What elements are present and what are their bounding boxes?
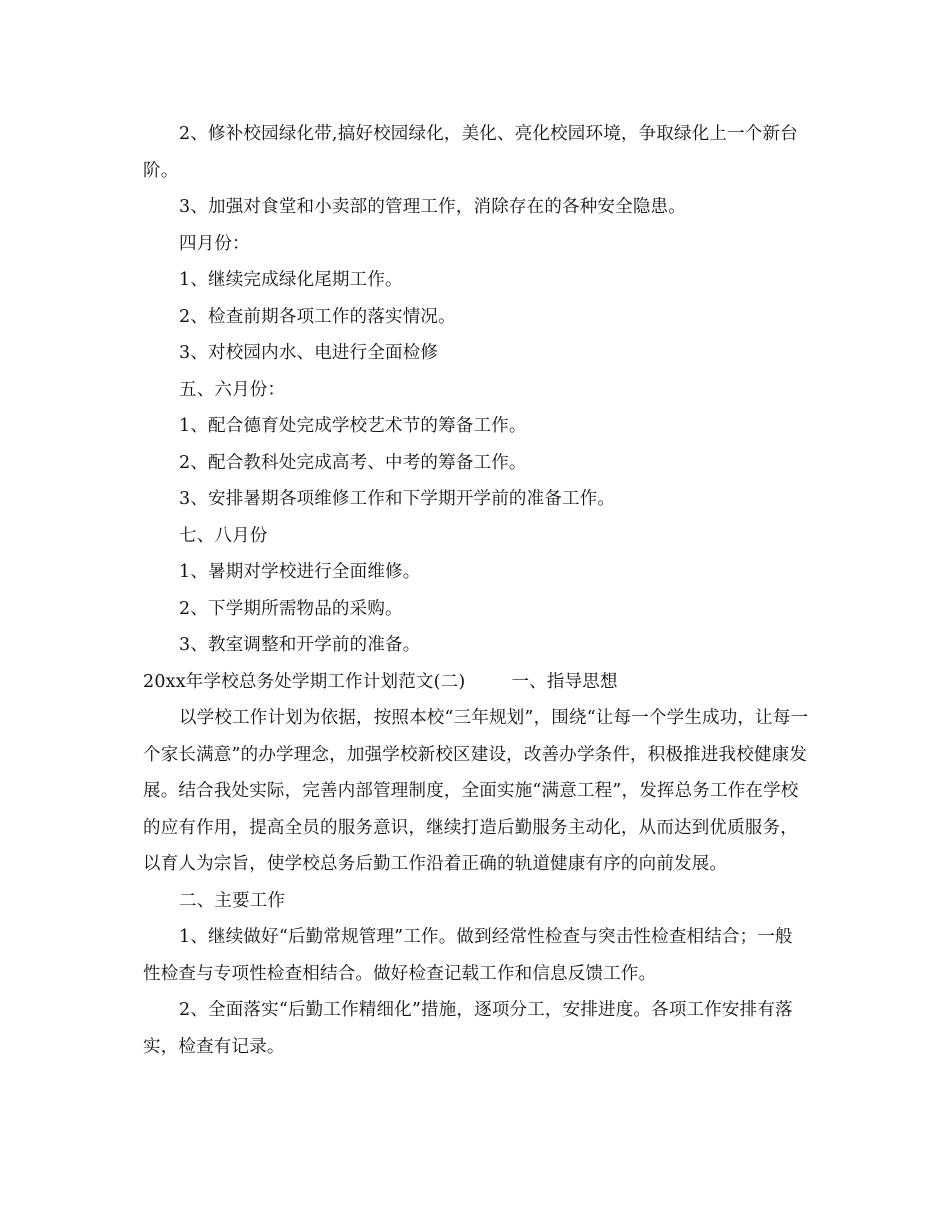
- heading-april: 四月份：: [179, 233, 250, 254]
- section-title: 20xx年学校总务处学期工作计划范文(二) 一、指导思想: [143, 671, 618, 692]
- paragraph-refinement: 2、全面落实“后勤工作精细化”措施，逐项分工，安排进度。各项工作安排有落实，检查有记录。: [143, 1000, 793, 1057]
- paragraph-routine-management: 1、继续做好“后勤常规管理”工作。做到经常性检查与突击性检查相结合；一般性检查与专项性检查相结合。做好检查记载工作和信息反馈工作。: [143, 927, 793, 984]
- heading-may-june: 五、六月份：: [179, 379, 286, 400]
- list-item: 1、配合德育处完成学校艺术节的筹备工作。: [179, 416, 527, 436]
- list-item: 2、检查前期各项工作的落实情况。: [179, 306, 456, 327]
- list-item: 1、暑期对学校进行全面维修。: [179, 562, 421, 582]
- list-item: 1、继续完成绿化尾期工作。: [179, 270, 403, 290]
- list-item: 2、配合教科处完成高考、中考的筹备工作。: [179, 452, 527, 473]
- heading-july-august: 七、八月份: [179, 525, 268, 546]
- paragraph-canteen: 3、加强对食堂和小卖部的管理工作，消除存在的各种安全隐患。: [179, 197, 686, 217]
- list-item: 3、安排暑期各项维修工作和下学期开学前的准备工作。: [179, 489, 616, 509]
- list-item: 3、教室调整和开学前的准备。: [179, 635, 421, 655]
- heading-main-work: 二、主要工作: [179, 890, 286, 911]
- list-item: 2、下学期所需物品的采购。: [179, 598, 403, 619]
- list-item: 3、对校园内水、电进行全面检修: [179, 343, 439, 363]
- document-body: [143, 116, 809, 1065]
- paragraph-guiding-thought: 以学校工作计划为依据，按照本校“三年规划”，围绕“让每一个学生成功，让每一个家长满意”的办学理念，加强学校新校区建设，改善办学条件，积极推进我校健康发展。结合我处实际，完善内部管理制度，全面实施“满意工程”，发挥总务工作在学校的应有作用，提高全员的服务意识，继续打造后勤服务主动化，从而达到优质服务，以育人为宗旨，使学校总务后勤工作沿着正确的轨道健康有序的向前发展。: [143, 708, 809, 874]
- paragraph-greening: 2、修补校园绿化带,搞好校园绿化，美化、亮化校园环境，争取绿化上一个新台阶。: [143, 124, 798, 181]
